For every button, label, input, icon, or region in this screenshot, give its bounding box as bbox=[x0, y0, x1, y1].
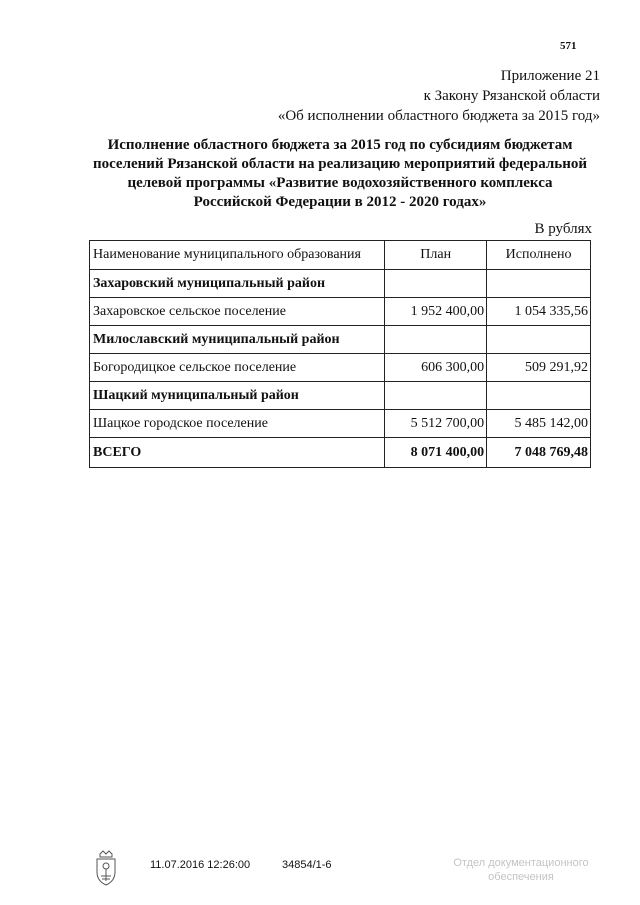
row-executed: 5 485 142,00 bbox=[487, 410, 591, 438]
row-plan bbox=[385, 270, 487, 298]
row-plan: 5 512 700,00 bbox=[385, 410, 487, 438]
row-plan bbox=[385, 326, 487, 354]
footer-datetime: 11.07.2016 12:26:00 bbox=[150, 859, 251, 871]
stamp-line-2: обеспечения bbox=[488, 871, 554, 883]
row-name: Шацкое городское поселение bbox=[90, 410, 385, 438]
row-executed bbox=[487, 382, 591, 410]
row-executed bbox=[487, 270, 591, 298]
table-row-district bbox=[90, 326, 591, 354]
appendix-line-1: Приложение 21 bbox=[500, 68, 600, 84]
header-municipality: Наименование муниципального образования bbox=[90, 241, 385, 270]
row-executed bbox=[487, 326, 591, 354]
appendix-heading bbox=[278, 66, 600, 126]
row-name: Захаровский муниципальный район bbox=[90, 270, 385, 298]
table-row bbox=[90, 298, 591, 326]
row-plan: 606 300,00 bbox=[385, 354, 487, 382]
coat-of-arms-icon bbox=[92, 850, 120, 888]
stamp-line-1: Отдел документационного bbox=[453, 857, 589, 869]
title-line-1: Исполнение областного бюджета за 2015 год по субсидиям бюджетам bbox=[107, 137, 573, 153]
table-row-total bbox=[90, 438, 591, 468]
row-plan: 1 952 400,00 bbox=[385, 298, 487, 326]
row-plan bbox=[385, 382, 487, 410]
footer-document-code: 34854/1-6 bbox=[282, 859, 332, 871]
department-stamp bbox=[446, 856, 596, 884]
row-executed: 1 054 335,56 bbox=[487, 298, 591, 326]
row-name: Милославский муниципальный район bbox=[90, 326, 385, 354]
title-line-3: целевой программы «Развитие водохозяйственного комплекса bbox=[127, 175, 553, 191]
header-plan: План bbox=[385, 241, 487, 270]
table-header-row bbox=[90, 241, 591, 270]
appendix-line-3: «Об исполнении областного бюджета за 2015 год» bbox=[277, 108, 600, 124]
total-label: ВСЕГО bbox=[90, 438, 385, 468]
row-name: Шацкий муниципальный район bbox=[90, 382, 385, 410]
table-row bbox=[90, 410, 591, 438]
table-row-district bbox=[90, 382, 591, 410]
total-executed: 7 048 769,48 bbox=[487, 438, 591, 468]
page-number: 571 bbox=[560, 40, 577, 52]
document-title bbox=[80, 136, 600, 212]
title-line-4: Российской Федерации в 2012 - 2020 годах» bbox=[193, 194, 487, 210]
row-name: Захаровское сельское поселение bbox=[90, 298, 385, 326]
table-row-district bbox=[90, 270, 591, 298]
budget-table bbox=[89, 240, 591, 468]
units-label: В рублях bbox=[534, 221, 592, 237]
appendix-line-2: к Закону Рязанской области bbox=[423, 88, 600, 104]
row-name: Богородицкое сельское поселение bbox=[90, 354, 385, 382]
header-executed: Исполнено bbox=[487, 241, 591, 270]
table-row bbox=[90, 354, 591, 382]
title-line-2: поселений Рязанской области на реализацию мероприятий федеральной bbox=[92, 156, 588, 172]
total-plan: 8 071 400,00 bbox=[385, 438, 487, 468]
row-executed: 509 291,92 bbox=[487, 354, 591, 382]
